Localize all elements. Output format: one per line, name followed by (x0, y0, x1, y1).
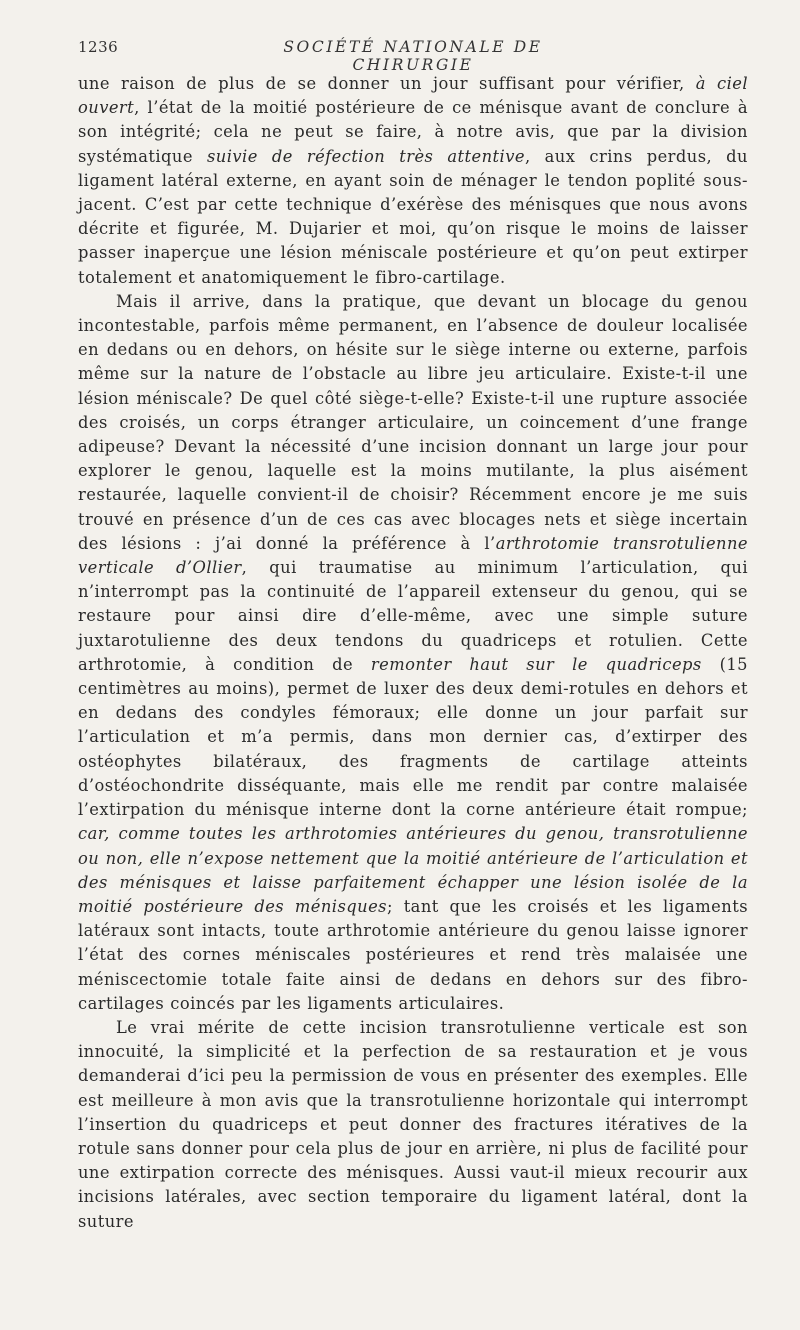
running-head: SOCIÉTÉ NATIONALE DE CHIRURGIE (283, 38, 543, 74)
text-segment: , qui traumatise au minimum l’articulation, qui n’interrompt pas la continuité de l’appareil extenseur du genou, qui se restaure pour ainsi dire d’elle-même, avec une simple suture juxtarotulienne des deux tendons du quadriceps et rotulien. Cette arthrotomie, à condition de (78, 558, 749, 674)
paragraph (78, 290, 748, 1016)
paragraph (78, 1016, 748, 1234)
body-text (78, 72, 748, 1234)
italic-segment: suivie de réfection très attentive (207, 146, 525, 166)
text-segment: (15 centimètres au moins), permet de luxer des deux demi-rotules en dehors et en dedans des condyles fémoraux; elle donne un jour parfait sur l’articulation et m’a permis, dans mon dernier cas, d’extirper des ostéophytes bilatéraux, des fragments de cartilage atteints d’ostéochondrite disséquante, mais elle me rendit par contre malaisée l’extirpation du ménisque interne dont la corne antérieure était rompue; (78, 654, 748, 820)
italic-segment: remonter haut sur le quadriceps (370, 654, 702, 674)
text-segment: Mais il arrive, dans la pratique, que devant un blocage du genou incontestable, parfois même permanent, en l’absence de douleur localisée en dedans ou en dehors, on hésite sur le siège interne ou externe, parfois même sur la nature de l’obstacle au libre jeu articulaire. Existe-t-il une lésion méniscale? De quel côté siège-t-elle? Existe-t-il une rupture associée des croisés, un corps étranger articulaire, un coincement d’une frange adipeuse? Devant la nécessité d’une incision donnant un large jour pour explorer le genou, laquelle est la moins mutilante, la plus aisément restaurée, laquelle convient-il de choisir? Récemment encore je me suis trouvé en présence d’un de ces cas avec blocages nets et siège incertain des lésions : j’ai donné la préférence à l’ (78, 291, 748, 553)
italic-segment: à ciel ouvert (78, 74, 749, 118)
text-segment: , l’état de la moitié postérieure de ce ménisque avant de conclure à son intégrité; cela ne peut se faire, à notre avis, que par la division systématique (78, 98, 748, 166)
text-segment: une raison de plus de se donner un jour suffisant pour vérifier, (78, 74, 696, 93)
paragraph (78, 72, 748, 290)
page-number: 1236 (78, 38, 119, 56)
italic-segment: car, comme toutes les arthrotomies antérieures du genou, transrotulienne ou non, elle n’expose nettement que la moitié antérieure de l’articulation et des ménisques et laisse parfaitement échapper une lésion isolée de la moitié postérieure des ménisques (78, 824, 748, 916)
text-segment: , aux crins perdus, du ligament latéral externe, en ayant soin de ménager le tendon poplité sous-jacent. C’est par cette technique d’exérèse des ménisques que nous avons décrite et figurée, M. Dujarier et moi, qu’on risque le moins de laisser passer inaperçue une lésion méniscale postérieure et qu’on peut extirper totalement et anatomiquement le fibro-cartilage. (78, 146, 748, 287)
page-header (78, 38, 748, 74)
text-segment: Le vrai mérite de cette incision transrotulienne verticale est son innocuité, la simplicité et la perfection de sa restauration et je vous demanderai d’ici peu la permission de vous en présenter des exemples. Elle est meilleure à mon avis que la transrotulienne horizontale qui interrompt l’insertion du quadriceps et peut donner des fractures itératives de la rotule sans donner pour cela plus de jour en arrière, ni plus de facilité pour une extirpation correcte des ménisques. Aussi vaut-il mieux recourir aux incisions latérales, avec section temporaire du ligament latéral, dont la suture (78, 1017, 748, 1231)
italic-segment: arthrotomie transrotulienne verticale d’Ollier (78, 533, 748, 578)
text-segment: ; tant que les croisés et les ligaments latéraux sont intacts, toute arthrotomie antérieure du genou laisse ignorer l’état des cornes méniscales postérieures et rend très malaisée une méniscectomie totale faite ainsi de dedans en dehors sur des fibro-cartilages coincés par les ligaments articulaires. (78, 896, 748, 1013)
